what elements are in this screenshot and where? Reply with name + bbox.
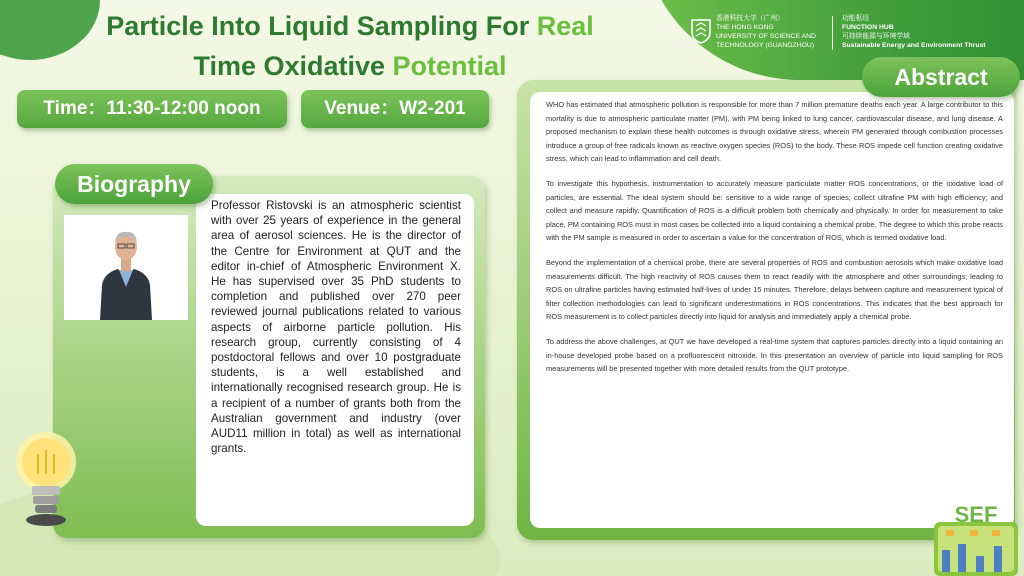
sef-logo-text: SEF [954, 502, 998, 527]
hub-name-cn: 功能枢纽 [842, 15, 870, 22]
speaker-photo [64, 215, 188, 320]
university-logo [690, 14, 1020, 54]
title-line1-light: Real [536, 11, 594, 41]
university-name [716, 14, 836, 50]
biography-text: Professor Ristovski is an atmospheric scientist with over 25 years of experience in the general area of aerosol sciences. He is the director of the Centre for Environment at QUT and the editor in-chief of Atmospheric Environment X. He has supervised over 35 PhD students to completion and published over 270 peer reviewed journal publications related to various aspects of airborne particle pollution. His research group, currently consisting of 4 postdoctoral fellows and over 10 postgraduate students, is a well established and internationally recognised research group. He is a recipient of a number of grants both from the Australian government and industry (over AUD11 million in total) as well as international grants. [211, 199, 461, 456]
title-line1-dark: Particle Into Liquid Sampling For [106, 11, 537, 41]
university-name-en-2: UNIVERSITY OF SCIENCE AND [716, 33, 816, 40]
speaker-portrait-icon [64, 215, 188, 320]
abstract-paragraph: To address the above challenges, at QUT we have developed a real-time system that captures particles directly into a liquid containing an in-house developed probe based on a profluorescent nitroxide. In this presentation an overview of particle into liquid sampling for ROS measurements will be presented together with more detailed results from the QUT prototype. [546, 336, 1003, 374]
light-bulb-icon [10, 428, 82, 528]
title-line2-light: Potential [392, 51, 507, 81]
thrust-name-en: Sustainable Energy and Environment Thrust [842, 42, 986, 49]
hub-name-en: FUNCTION HUB [842, 24, 894, 31]
university-emblem-icon [690, 16, 712, 44]
biography-heading: Biography [55, 164, 213, 204]
abstract-paragraph: Beyond the implementation of a chemical probe, there are several properties of ROS and combustion aerosols which make oxidative load measurements difficult. The high reactivity of ROS causes them to react readily with the atmosphere and other surroundings; leading to ROS on ultrafine particles having estimated half-lives of under 15 minutes. Therefore, delays between capture and measurement typical of filter collection methodologies can lead to significant underestimations in ROS concentrations. This indicates that the best approach for ROS measurement is to collect particles directly into liquid for analysis and immediately apply a chemical probe. [546, 257, 1003, 322]
title-line2-dark: Time Oxidative [193, 51, 393, 81]
university-name-cn: 香港科技大学（广州） [716, 15, 784, 22]
thrust-name-cn: 可持续能源与环境学域 [842, 33, 910, 40]
venue-badge: Venue：W2-201 [301, 90, 489, 128]
function-hub-label [842, 14, 1022, 50]
page-title [20, 6, 680, 86]
time-badge: Time：11:30-12:00 noon [17, 90, 287, 128]
university-name-en-3: TECHNOLOGY (GUANGZHOU) [716, 42, 815, 49]
sef-logo-icon [928, 500, 1024, 576]
abstract-text [546, 98, 1003, 387]
abstract-paragraph: To investigate this hypothesis, instrumentation to accurately measure particulate matter ROS concentrations, or the oxidative load of particles, are essential. The ideal system should be: sensitive to a wide range of species; collect ultrafine PM with high efficiency; and collect and measure rapidly. Quantification of ROS is a difficult problem both chemically and physically. In order for measurement to take place, PM containing ROS must in most cases be collected into a liquid containing a chemical probe. The degree to which this probe reacts with the PM sample is measured in order to ascertain a value for the concentration of ROS, which is termed oxidative load. [546, 178, 1003, 243]
abstract-heading: Abstract [862, 57, 1020, 97]
university-name-en-1: THE HONG KONG [716, 24, 774, 31]
logo-divider [832, 16, 833, 50]
title-line-1 [20, 6, 680, 46]
abstract-paragraph: WHO has estimated that atmospheric pollution is responsible for more than 7 million premature deaths each year. A large contributor to this mortality is due to atmospheric particulate matter (PM), with PM being linked to lung cancer, cardiovascular disease, and lung disease. A proposed mechanism to explain these health outcomes is through oxidative stress, wherein PM generated through combustion processes introduce a group of free radicals known as reactive oxygen species (ROS) to the body. These ROS impede cell function creating oxidative stress, which can lead to inflammation and cell death. [546, 100, 1003, 164]
